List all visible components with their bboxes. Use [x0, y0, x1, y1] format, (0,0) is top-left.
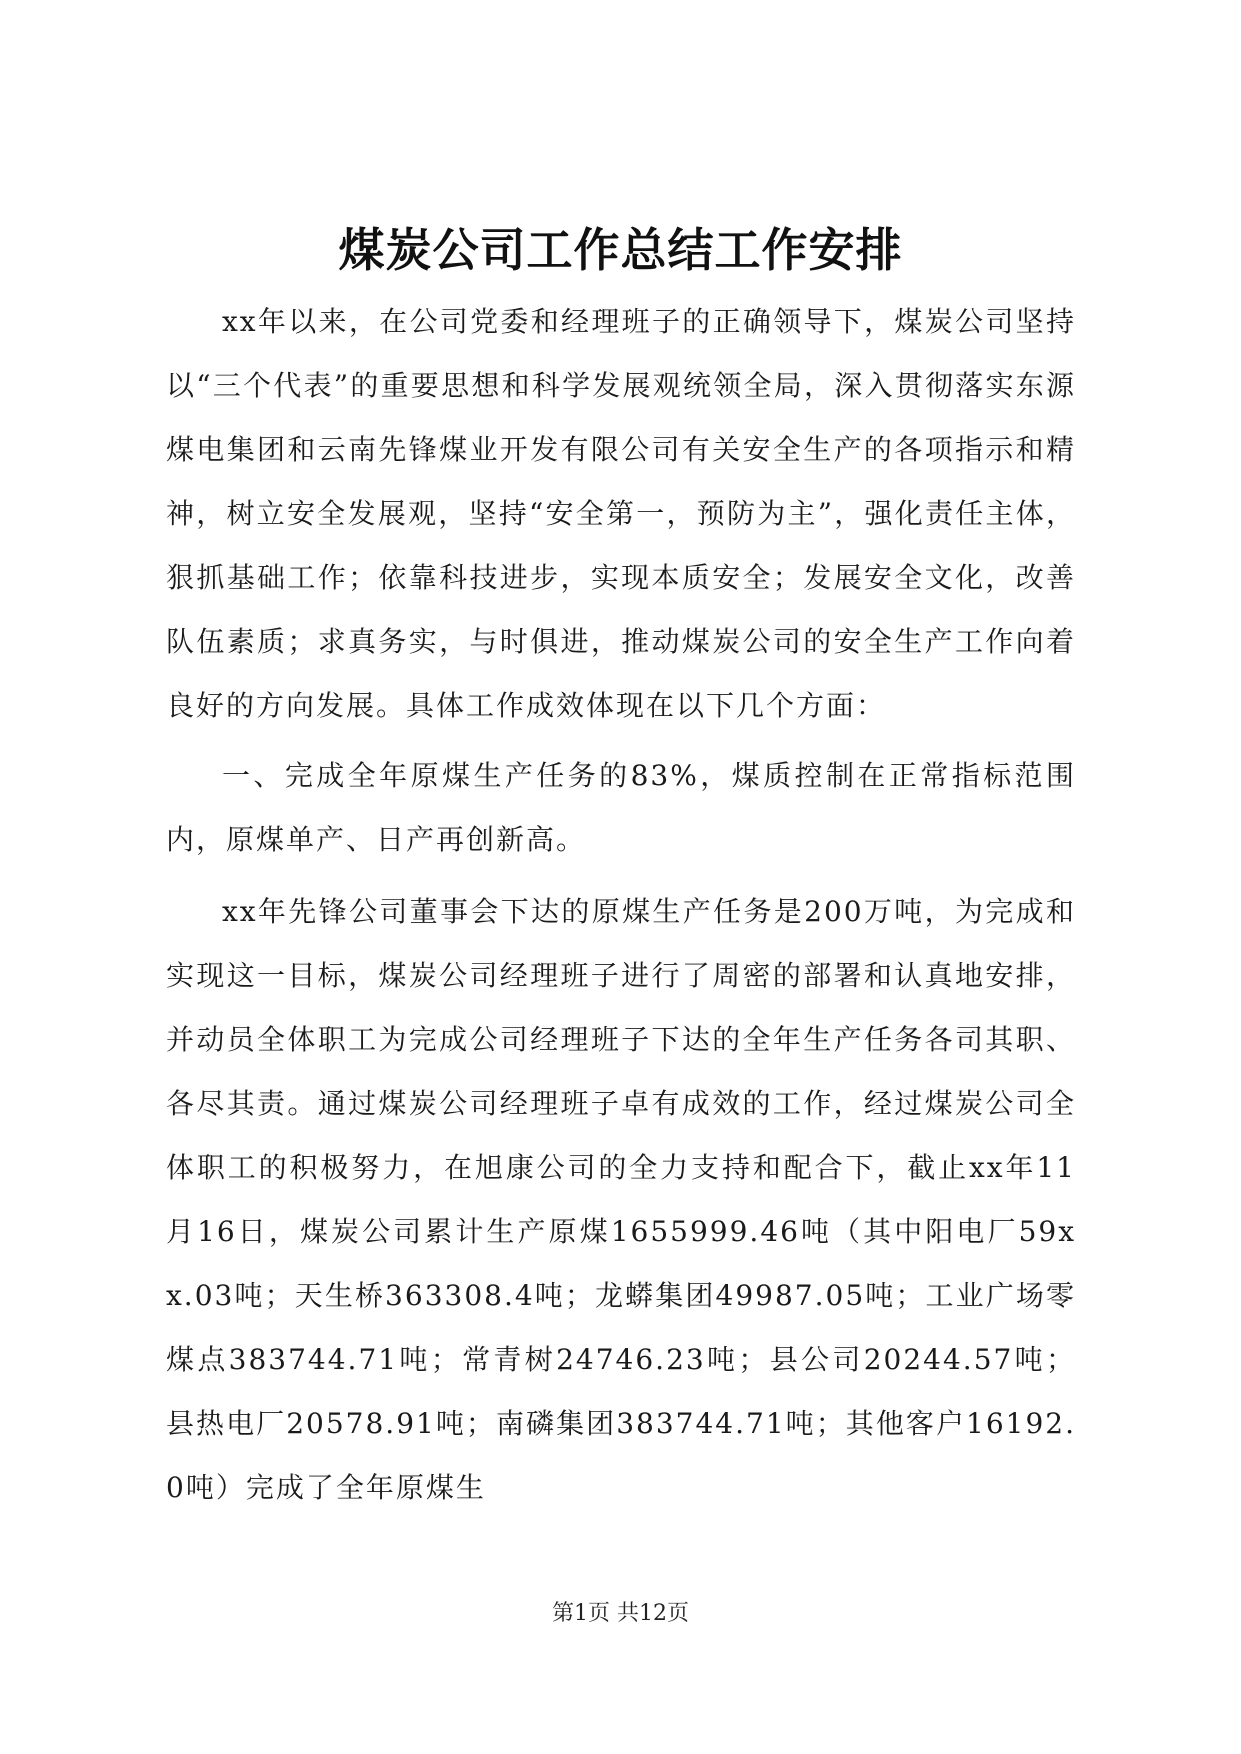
document-body — [166, 290, 1076, 1520]
document-title: 煤炭公司工作总结工作安排 — [338, 223, 903, 277]
paragraph-section-one-heading: 一、完成全年原煤生产任务的83%，煤质控制在正常指标范围内，原煤单产、日产再创新高。 — [166, 759, 1076, 856]
paragraph-production-details: xx年先锋公司董事会下达的原煤生产任务是200万吨，为完成和实现这一目标，煤炭公司经理班子进行了周密的部署和认真地安排，并动员全体职工为完成公司经理班子下达的全年生产任务各司其职、各尽其责。通过煤炭公司经理班子卓有成效的工作，经过煤炭公司全体职工的积极努力，在旭康公司的全力支持和配合下，截止xx年11月16日，煤炭公司累计生产原煤1655999.46吨（其中阳电厂59xx.03吨；天生桥363308.4吨；龙蟒集团49987.05吨；工业广场零煤点383744.71吨；常青树24746.23吨；县公司20244.57吨；县热电厂20578.91吨；南磷集团383744.71吨；其他客户16192.0吨）完成了全年原煤生 — [166, 895, 1076, 1504]
page-number-footer: 第1页 共12页 — [552, 1601, 689, 1626]
paragraph-intro: xx年以来，在公司党委和经理班子的正确领导下，煤炭公司坚持以“三个代表”的重要思想和科学发展观统领全局，深入贯彻落实东源煤电集团和云南先锋煤业开发有限公司有关安全生产的各项指示和精神，树立安全发展观，坚持“安全第一，预防为主”，强化责任主体，狠抓基础工作；依靠科技进步，实现本质安全；发展安全文化，改善队伍素质；求真务实，与时俱进，推动煤炭公司的安全生产工作向着良好的方向发展。具体工作成效体现在以下几个方面： — [166, 305, 1076, 722]
